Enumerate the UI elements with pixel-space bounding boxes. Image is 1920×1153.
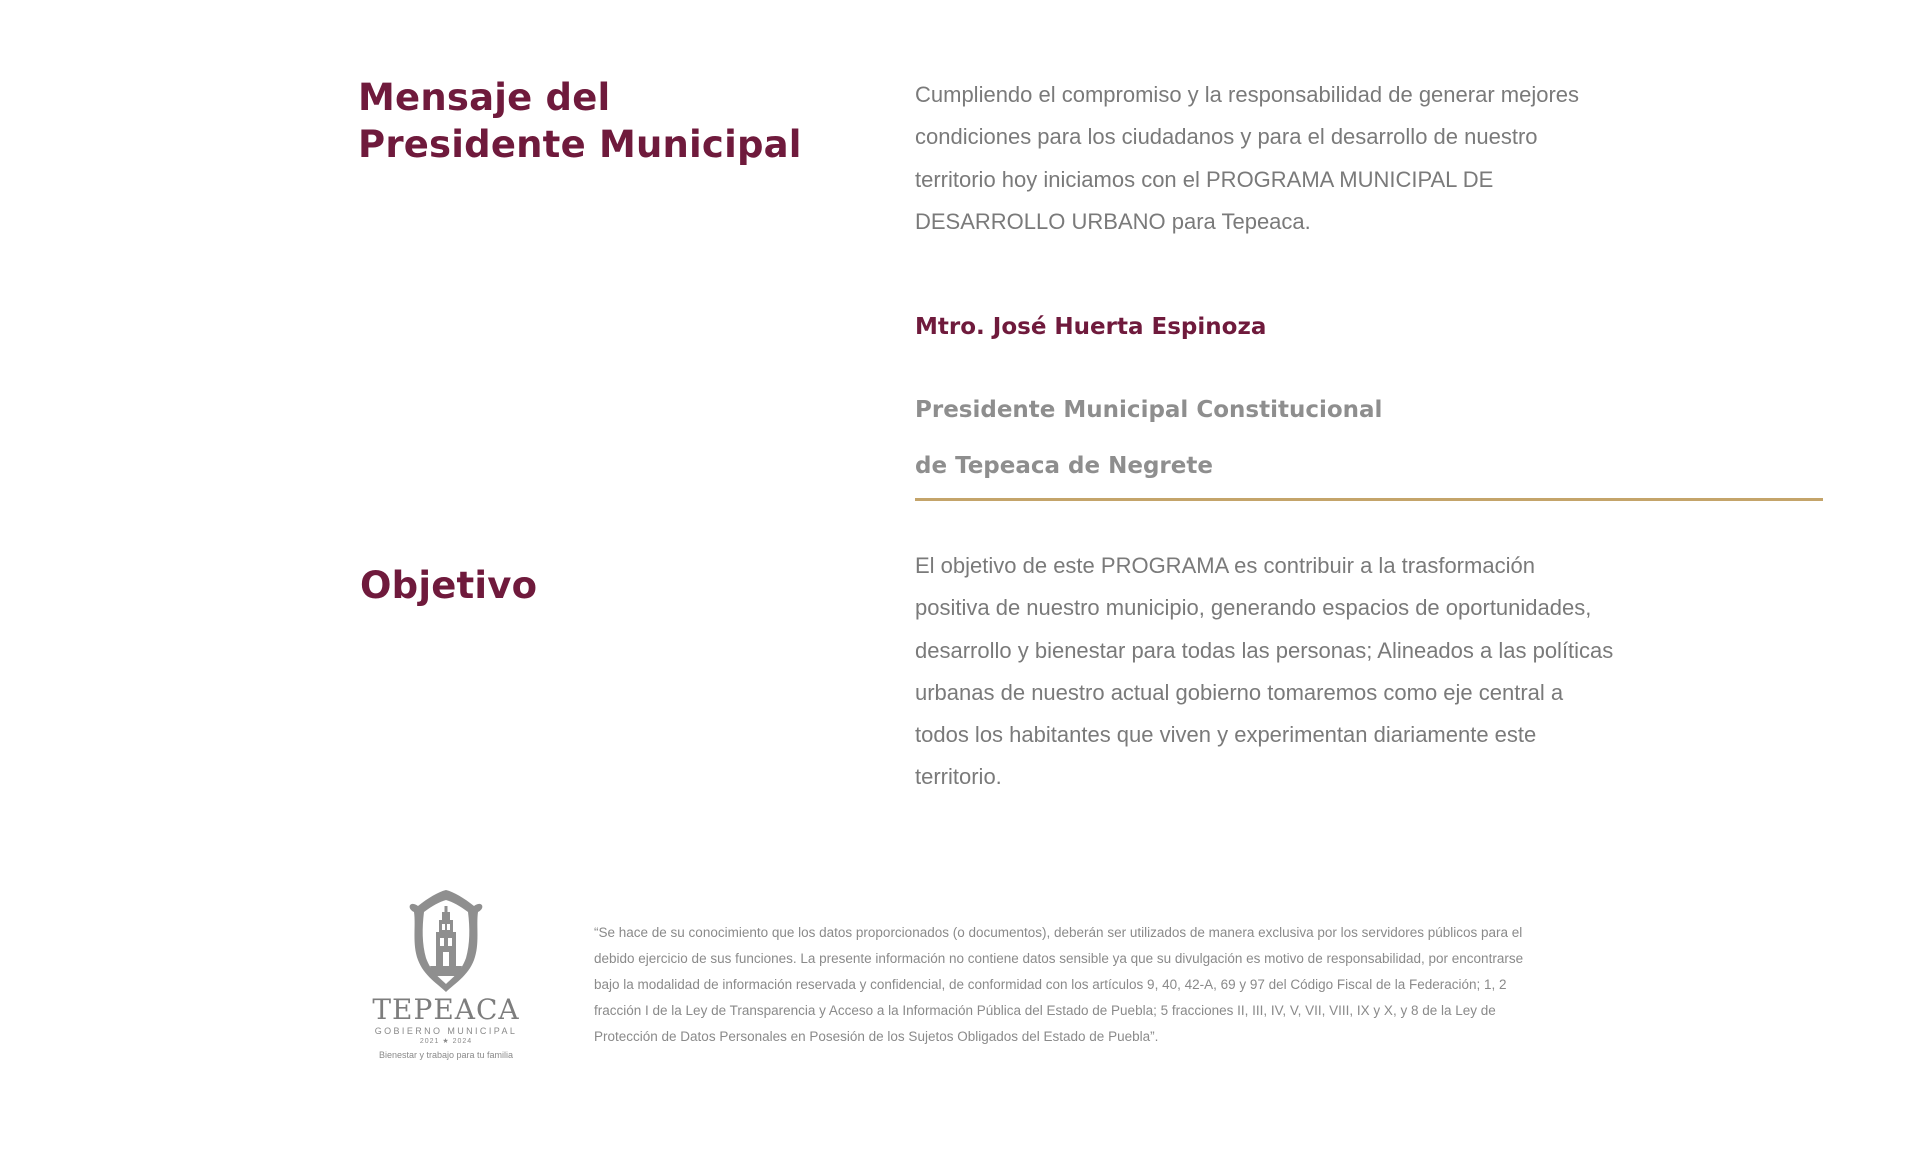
objetivo-title: Objetivo [360,564,538,607]
logo-years: 2021 ★ 2024 [419,1038,473,1045]
legal-disclaimer: “Se hace de su conocimiento que los datos proporcionados (o documentos), deberán ser utilizados de manera exclusiva por los servidores públicos para el debido ejercicio de sus funciones. La presente información no contiene datos sensible ya que su divulgación es motivo de responsabilidad, por encontrarse bajo la modalidad de información reservada y confidencial, de conformidad con los artículos 9, 40, 42-A, 69 y 97 del Código Fiscal de la Federación; 1, 2 fracción I de la Ley de Transparencia y Acceso a la Información Pública del Estado de Puebla; 5 fracciones II, III, IV, V, VII, VIII, IX y X, y 8 de la Ley de Protección de Datos Personales en Posesión de los Sujetos Obligados del Estado de Puebla”. [594,925,1524,1044]
mensaje-title-line2: Presidente Municipal [358,123,802,166]
logo-tagline: Bienestar y trabajo para tu familia [378,1050,514,1060]
signer-title-line1: Presidente Municipal Constitucional [915,397,1383,423]
mensaje-title-line1: Mensaje del [358,76,611,119]
mensaje-body: Cumpliendo el compromiso y la responsabilidad de generar mejores condiciones para los ciudadanos y para el desarrollo de nuestro territorio hoy iniciamos con el PROGRAMA MUNICIPAL DE DESARROLLO URBANO para Tepeaca. [915,82,1580,234]
section-divider [915,498,1823,501]
signer-name: Mtro. José Huerta Espinoza [915,314,1267,340]
tepeaca-crest-icon [396,886,496,994]
objetivo-body: El objetivo de este PROGRAMA es contribuir a la trasformación positiva de nuestro municipio, generando espacios de oportunidades, desarrollo y bienestar para todas las personas; Alineados a las políticas urbanas de nuestro actual gobierno tomaremos como eje central a todos los habitantes que viven y experimentan diariamente este territorio. [915,553,1614,790]
logo-wordmark: TEPEACA [372,993,520,1026]
tepeaca-logo [368,886,524,1060]
mensaje-title [358,74,838,168]
signer-title [915,368,1515,480]
signer-title-line2: de Tepeaca de Negrete [915,453,1213,479]
logo-subtitle: GOBIERNO MUNICIPAL [374,1026,518,1036]
